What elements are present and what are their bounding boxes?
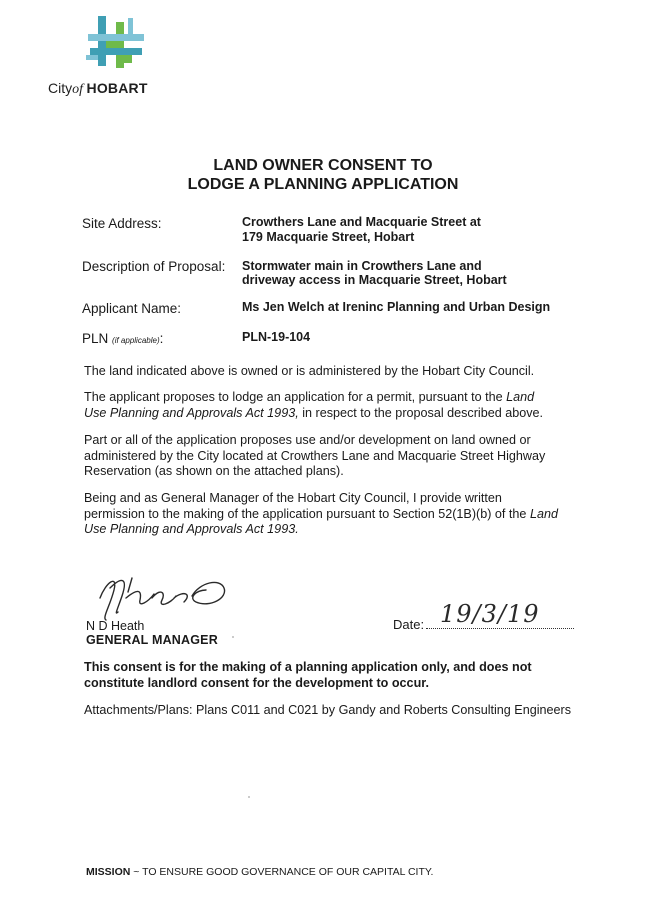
logo-city: City (48, 80, 73, 96)
document-title-line-2: LODGE A PLANNING APPLICATION (187, 176, 459, 193)
p4-line-1: Being and as General Manager of the Hobart City Council, I provide written (84, 491, 502, 505)
p4-act-name-2: Use Planning and Approvals Act 1993. (84, 522, 299, 536)
p4-text-a: permission to the making of the application pursuant to Section 52(1B)(b) of the (84, 506, 530, 521)
proposal-label: Description of Proposal: (82, 259, 226, 274)
logo-hobart: HOBART (86, 80, 148, 96)
p3-line-1: Part or all of the application proposes use and/or development on land owned or (84, 433, 531, 447)
applicant-value: Ms Jen Welch at Ireninc Planning and Urban Design (242, 300, 551, 314)
applicant-label: Applicant Name: (82, 301, 182, 316)
p3-line-2: administered by the City located at Crowthers Lane and Macquarie Street Highway (84, 448, 546, 463)
attachments-plans: Attachments/Plans: Plans C011 and C021 by Gandy and Roberts Consulting Engineers (84, 703, 572, 717)
date-label: Date: (393, 617, 425, 632)
logo-of: of (72, 82, 84, 97)
consent-notice (84, 660, 584, 691)
handwritten-signature (92, 568, 232, 626)
paragraph-ownership: The land indicated above is owned or is administered by the Hobart City Council. (84, 364, 535, 378)
paragraph-application (84, 390, 584, 421)
p2-text-a: The applicant proposes to lodge an application for a permit, pursuant to the (84, 390, 507, 404)
site-address-line-1: Crowthers Lane and Macquarie Street at (242, 215, 481, 229)
notice-line-2: constitute landlord consent for the development to occur. (84, 675, 429, 690)
mission-statement (86, 866, 433, 878)
paragraph-land-use (84, 433, 584, 480)
pln-value: PLN-19-104 (242, 330, 311, 344)
proposal-line-1: Stormwater main in Crowthers Lane and (242, 259, 482, 273)
mission-text: ~ TO ENSURE GOOD GOVERNANCE OF OUR CAPITAL CITY. (130, 866, 434, 878)
pln-label-text: PLN (82, 331, 109, 346)
p2-act-name-1: Land (506, 390, 535, 404)
pln-note: (if applicable) (112, 336, 160, 345)
signatory-title: GENERAL MANAGER (86, 633, 218, 647)
document-title-line-1: LAND OWNER CONSENT TO (213, 157, 433, 174)
p2-act-name-2: Use Planning and Approvals Act 1993, (84, 405, 299, 420)
scan-speck (248, 796, 250, 798)
proposal-line-2: driveway access in Macquarie Street, Hobart (242, 273, 507, 287)
pln-colon: : (159, 331, 164, 346)
pln-label (82, 331, 163, 346)
date-dotted-line (426, 628, 574, 629)
mission-label: MISSION (86, 866, 131, 878)
p3-line-3: Reservation (as shown on the attached plans). (84, 464, 344, 478)
date-value-handwritten: 19/3/19 (440, 600, 540, 628)
logo-wordmark (48, 80, 148, 98)
notice-line-1: This consent is for the making of a planning application only, and does not (84, 660, 532, 674)
site-address-label: Site Address: (82, 216, 162, 231)
p2-text-b: in respect to the proposal described above. (298, 405, 544, 420)
signatory-name: N D Heath (86, 619, 145, 633)
paragraph-permission (84, 491, 584, 538)
site-address-line-2: 179 Macquarie Street, Hobart (242, 230, 415, 244)
p4-act-name-1: Land (529, 506, 558, 521)
scan-speck (232, 636, 234, 638)
city-of-hobart-logo (84, 14, 148, 70)
